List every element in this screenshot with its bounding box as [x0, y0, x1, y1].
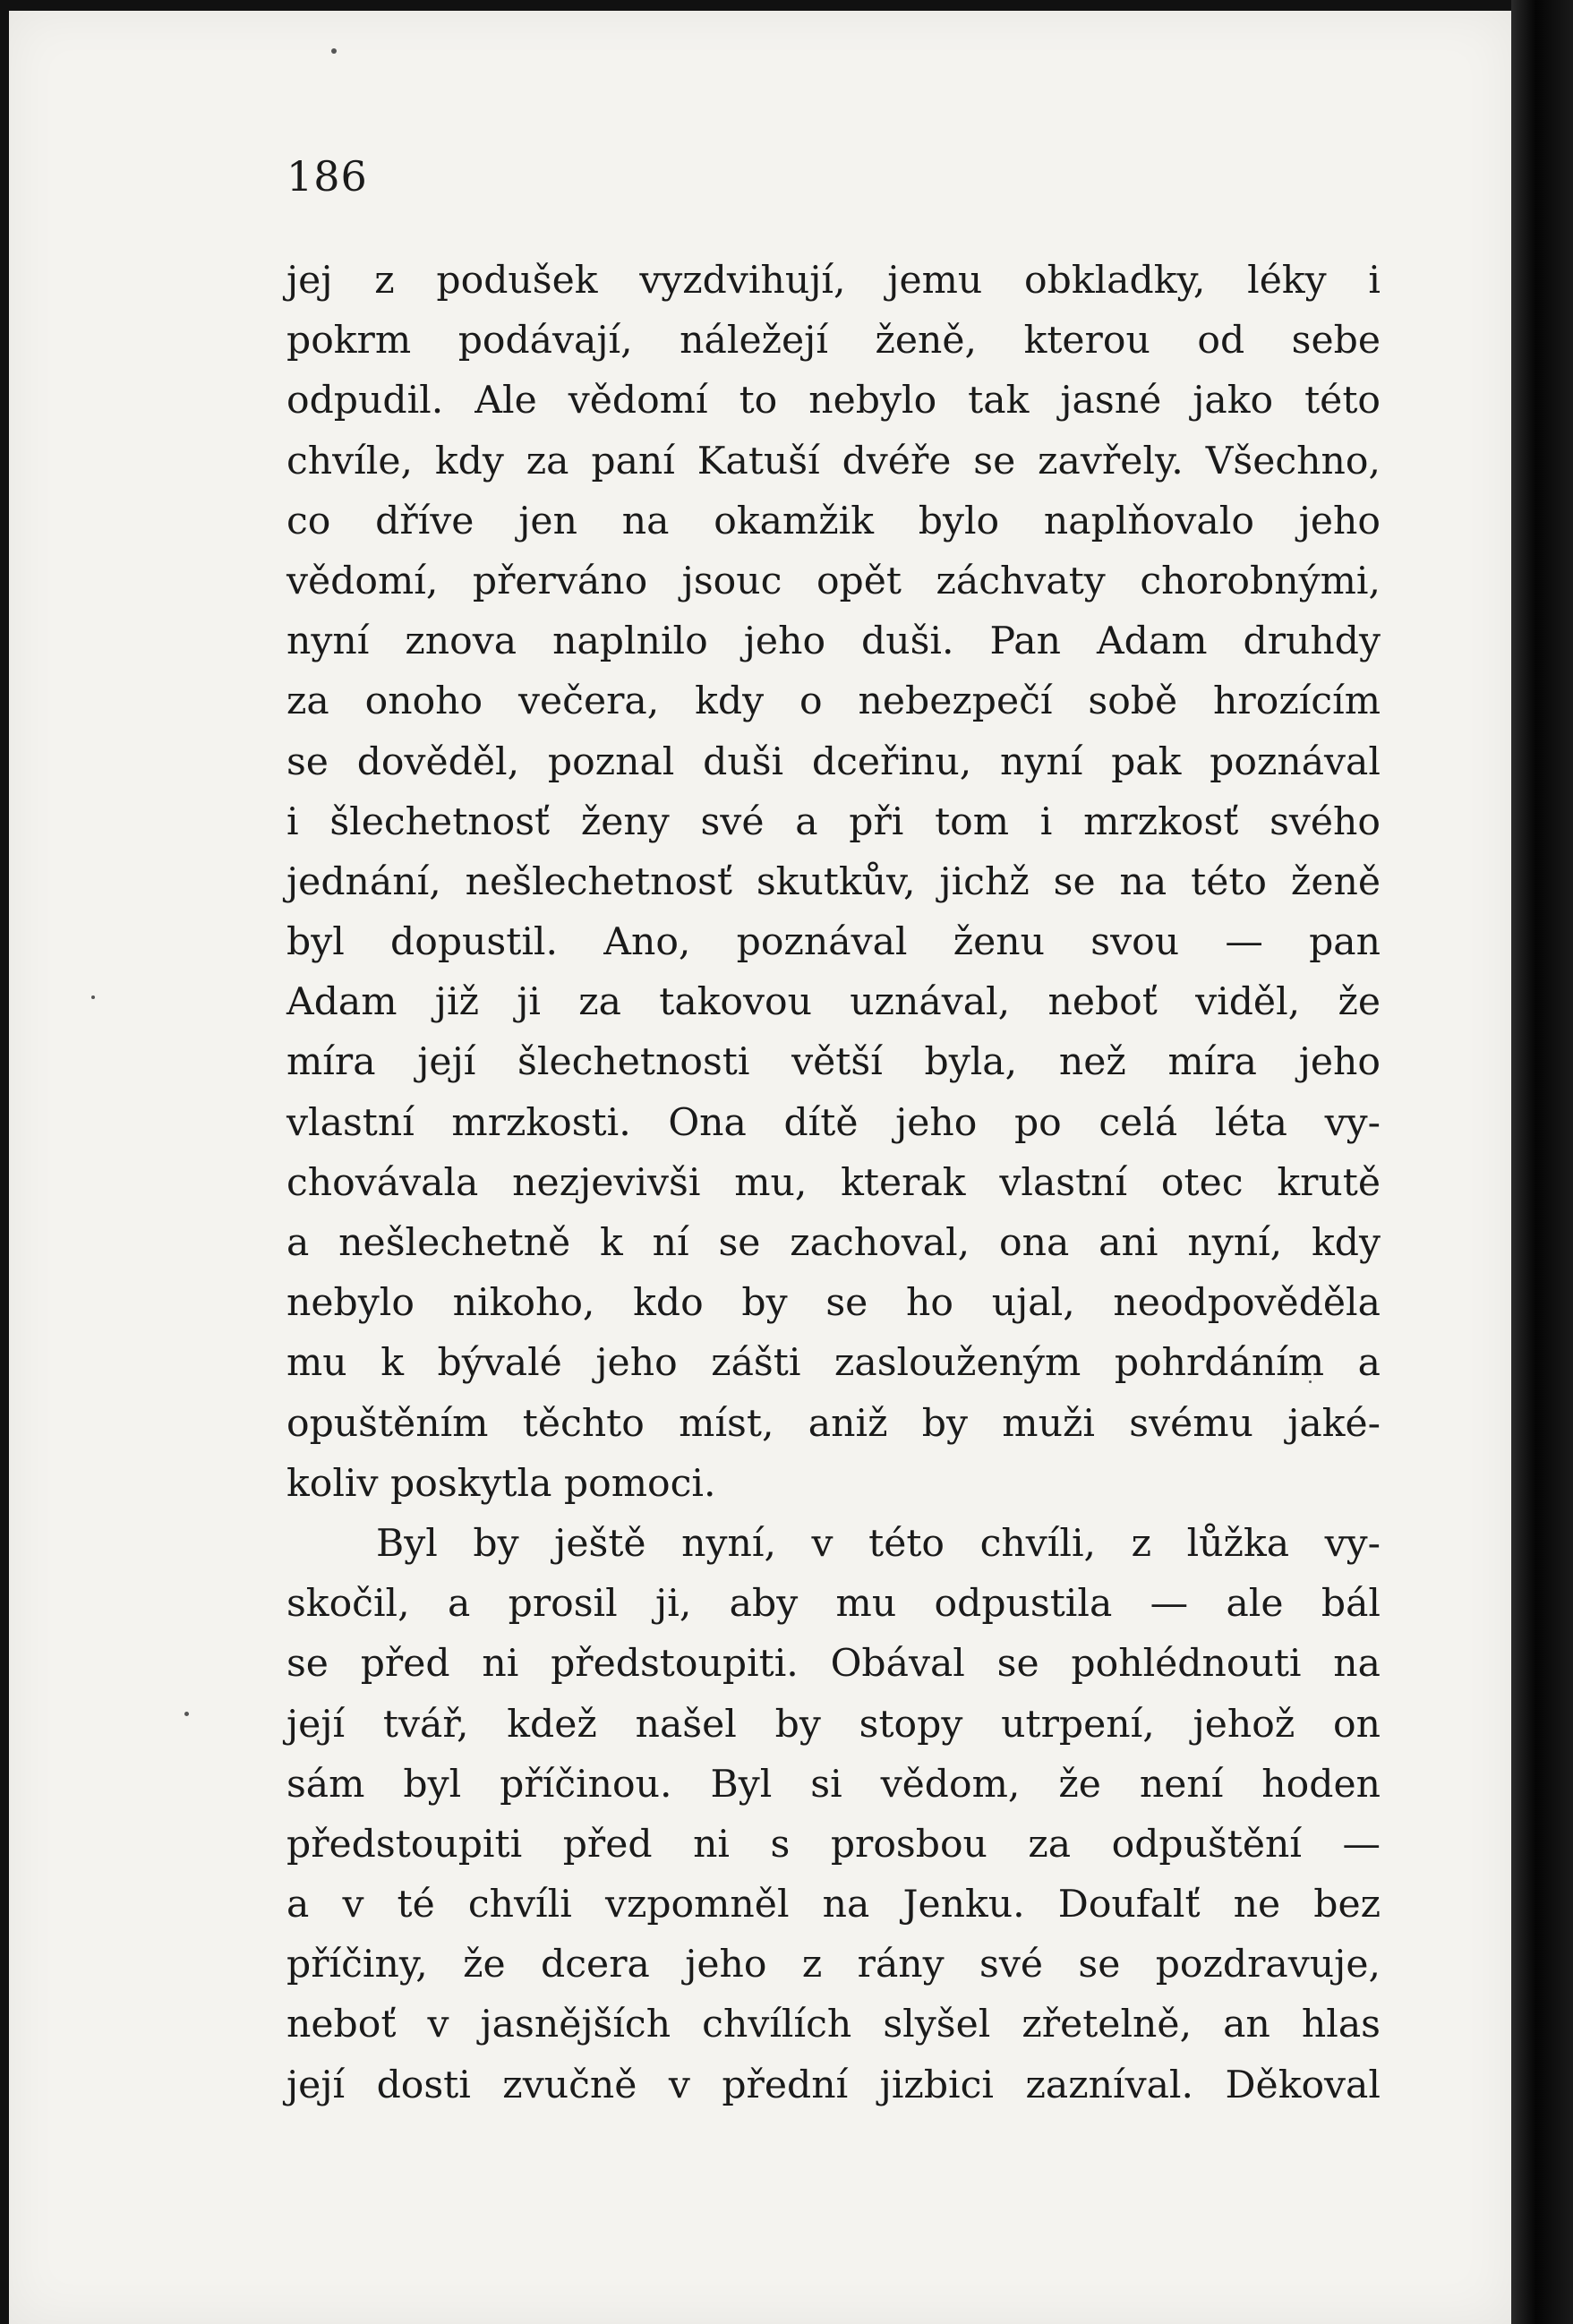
- text-line: nyní znova naplnilo jeho duši. Pan Adam druhdy: [286, 619, 1381, 664]
- text-line: neboť v jasnějších chvílích slyšel zřetelně, an hlas: [286, 2003, 1381, 2047]
- text-line: a nešlechetně k ní se zachoval, ona ani nyní, kdy: [286, 1221, 1381, 1265]
- text-line: jednání, nešlechetnosť skutkův, jichž se na této ženě: [286, 859, 1381, 904]
- text-line: chvíle, kdy za paní Katuší dvéře se zavřely. Všechno,: [286, 439, 1381, 483]
- text-line: míra její šlechetnosti větší byla, než míra jeho: [286, 1040, 1381, 1085]
- text-line: chovávala nezjevivši mu, kterak vlastní otec krutě: [286, 1160, 1381, 1205]
- page-edge-shadow: [1511, 0, 1573, 2324]
- text-line: skočil, a prosil ji, aby mu odpustila — ale bál: [286, 1582, 1381, 1627]
- text-line: její tvář, kdež našel by stopy utrpení, jehož on: [286, 1702, 1381, 1747]
- text-line: za onoho večera, kdy o nebezpečí sobě hrozícím: [286, 679, 1381, 724]
- text-line: odpudil. Ale vědomí to nebylo tak jasné jako této: [286, 379, 1381, 423]
- text-line: sám byl příčinou. Byl si vědom, že není hoden: [286, 1762, 1381, 1807]
- text-line: co dříve jen na okamžik bylo naplňovalo jeho: [286, 499, 1381, 543]
- text-line: a v té chvíli vzpomněl na Jenku. Doufalť ne bez: [286, 1883, 1381, 1927]
- page-number: 186: [286, 152, 368, 201]
- text-line: nebylo nikoho, kdo by se ho ujal, neodpověděla: [286, 1281, 1381, 1326]
- body-text: [286, 251, 1381, 2115]
- text-line: příčiny, že dcera jeho z rány své se pozdravuje,: [286, 1943, 1381, 1987]
- text-line: mu k bývalé jeho zášti zaslouženým pohrdáním a: [286, 1341, 1381, 1386]
- text-line: se před ni předstoupiti. Obával se pohlédnouti na: [286, 1642, 1381, 1687]
- text-line: vědomí, přerváno jsouc opět záchvaty chorobnými,: [286, 559, 1381, 603]
- paragraph-start-line: Byl by ještě nyní, v této chvíli, z lůžka vy-: [376, 1521, 1381, 1566]
- text-line: opuštěním těchto míst, aniž by muži svému jaké-: [286, 1401, 1381, 1446]
- text-line: byl dopustil. Ano, poznával ženu svou — pan: [286, 920, 1381, 965]
- text-line: její dosti zvučně v přední jizbici zazníval. Děkoval: [286, 2063, 1381, 2107]
- text-line: Adam již ji za takovou uznával, neboť viděl, že: [286, 980, 1381, 1025]
- text-line: i šlechetnosť ženy své a při tom i mrzkosť svého: [286, 799, 1381, 844]
- text-line: předstoupiti před ni s prosbou za odpuštění —: [286, 1822, 1381, 1867]
- dust-speck: [184, 1712, 189, 1716]
- text-line: vlastní mrzkosti. Ona dítě jeho po celá léta vy-: [286, 1100, 1381, 1145]
- text-line: pokrm podávají, náležejí ženě, kterou od sebe: [286, 319, 1381, 363]
- text-line: jej z podušek vyzdvihují, jemu obkladky, léky i: [286, 259, 1381, 303]
- dust-speck: [91, 995, 95, 999]
- paragraph-end-line: koliv poskytla pomoci.: [286, 1461, 716, 1506]
- text-line: se dověděl, poznal duši dceřinu, nyní pak poznával: [286, 739, 1381, 784]
- dust-speck: [331, 48, 337, 54]
